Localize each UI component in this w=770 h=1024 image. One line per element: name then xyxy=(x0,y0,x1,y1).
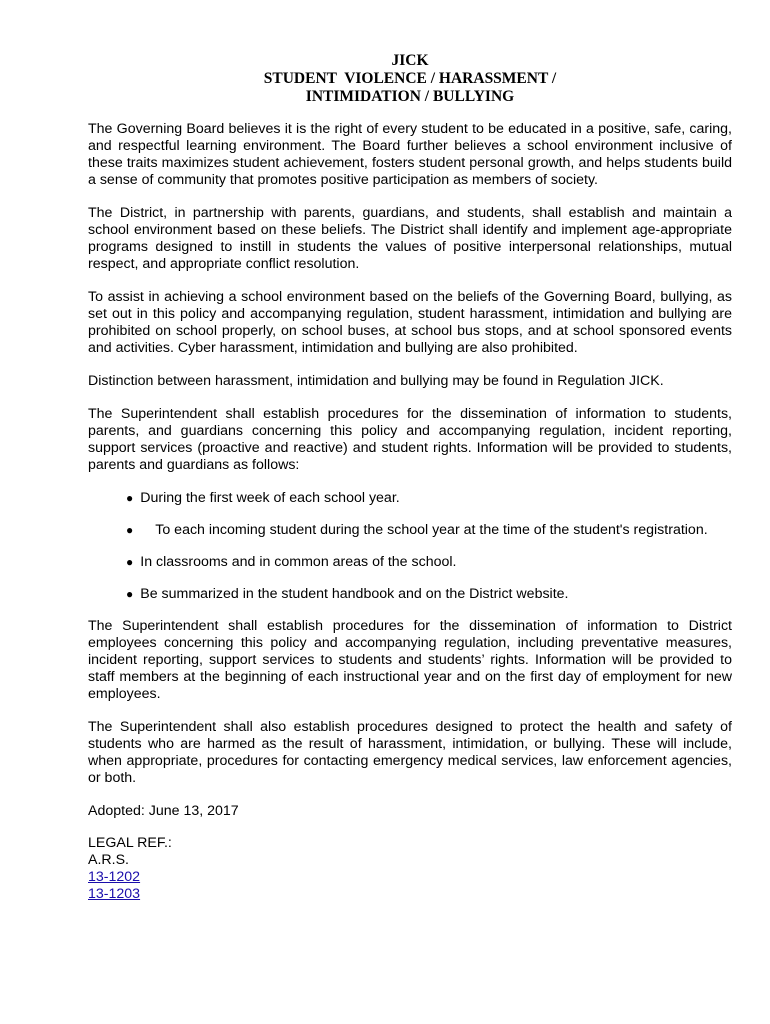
paragraph-dissemination-students: The Superintendent shall establish procedures for the dissemination of information to students, parents, and guardians concerning this policy and accompanying regulation, incident reporting, support services (proactive and reactive) and student rights. Information will be provided to students, parents and guardians as follows: xyxy=(88,406,732,473)
paragraph-prohibition: To assist in achieving a school environment based on the beliefs of the Governing Board, bullying, as set out in this policy and accompanying regulation, student harassment, intimidation and bullying are prohibited on school properly, on school buses, at school bus stops, and at school sponsored events and activities. Cyber harassment, intimidation and bullying are also prohibited. xyxy=(88,289,732,356)
adopted-date: Adopted: June 13, 2017 xyxy=(88,803,239,819)
paragraph-health-safety: The Superintendent shall also establish procedures designed to protect the health and safety of students who are harmed as the result of harassment, intimidation, or bullying. These will include, when appropriate, procedures for contacting emergency medical services, law enforcement agencies, or both. xyxy=(88,719,732,786)
bullet-icon: ● xyxy=(126,491,134,505)
paragraph-board-beliefs: The Governing Board believes it is the right of every student to be educated in a positive, safe, caring, and respectful learning environment. The Board further believes a school environment inclusive of these traits maximizes student achievement, fosters student personal growth, and helps students build a sense of community that promotes positive participation as members of society. xyxy=(88,121,732,188)
paragraph-dissemination-employees: The Superintendent shall establish procedures for the dissemination of information to District employees concerning this policy and accompanying regulation, including preventative measures, incident reporting, support services to students and students’ rights. Information will be provided to staff members at the beginning of each instructional year and on the first day of employment for new employees. xyxy=(88,618,732,702)
legal-ref-label: LEGAL REF.: xyxy=(88,835,172,851)
policy-code: JICK xyxy=(391,52,429,69)
list-item xyxy=(126,586,732,603)
policy-title xyxy=(88,52,732,106)
bullet-icon: ● xyxy=(126,523,134,537)
bullet-text: Be summarized in the student handbook and on the District website. xyxy=(140,586,569,602)
list-item xyxy=(126,522,732,539)
policy-title-line-1: STUDENT VIOLENCE / HARASSMENT / xyxy=(263,70,557,87)
bullet-text: In classrooms and in common areas of the school. xyxy=(140,554,457,570)
list-item xyxy=(126,490,732,507)
bullet-list xyxy=(88,490,732,603)
policy-title-line-2: INTIMIDATION / BULLYING xyxy=(305,88,515,105)
paragraph-district-partnership: The District, in partnership with parents, guardians, and students, shall establish and maintain a school environment based on these beliefs. The District shall identify and implement age-appropriate programs designed to instill in students the values of positive interpersonal relationships, mutual respect, and appropriate conflict resolution. xyxy=(88,205,732,272)
legal-ref-link-13-1203[interactable]: 13-1203 xyxy=(88,886,141,902)
policy-document xyxy=(88,52,732,903)
list-item xyxy=(126,554,732,571)
legal-ref-statute: A.R.S. xyxy=(88,852,129,868)
paragraph-distinction: Distinction between harassment, intimidation and bullying may be found in Regulation JICK. xyxy=(88,373,664,389)
bullet-text: During the first week of each school year. xyxy=(140,490,400,506)
bullet-icon: ● xyxy=(126,555,134,569)
bullet-text: To each incoming student during the school year at the time of the student's registration. xyxy=(155,522,708,538)
legal-ref-link-13-1202[interactable]: 13-1202 xyxy=(88,869,141,885)
legal-references xyxy=(88,835,732,903)
bullet-icon: ● xyxy=(126,587,134,601)
